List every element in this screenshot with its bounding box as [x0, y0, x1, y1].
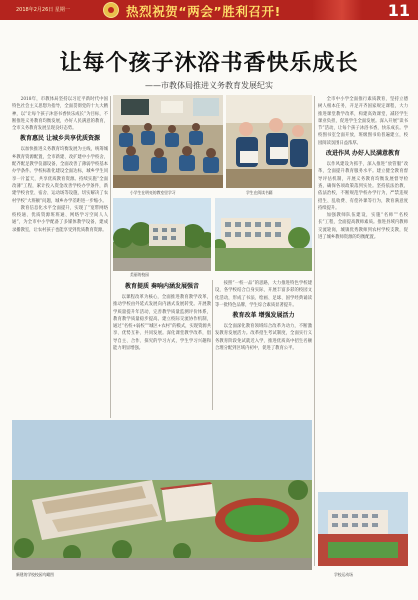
campus-photo	[113, 198, 211, 271]
playground-photo	[318, 492, 408, 566]
school-building-photo	[215, 198, 312, 271]
classroom-caption: 小学生在明亮的教室里学习	[130, 190, 176, 195]
section-2-paragraph: 以课程改革为核心，全面推进教育教学改革，推动学校由外延式发展向内涵式发展转变。开展教学质量提升年活动，完善教学质量监测评价体系，教育教学质量稳步提高。建立校际交流协作机制，通过“名校+弱校”“城区+农村”的模式，实现资源共享、优势互补、共同发展。深化课堂教学改革，倡导自主、合作、探究的学习方式，学生学习兴趣和能力明显增强。	[113, 295, 211, 352]
article-headline: 让每个孩子沐浴书香快乐成长	[59, 50, 359, 76]
campus-caption: 美丽的校园	[130, 272, 149, 277]
section-1-paragraph: 以加快推进义务教育均衡发展为主线，统筹城乡教育资源配置，全市新建、改扩建中小学校舍，配齐配足教学仪器设备，全面改善了薄弱学校基本办学条件。学校标准化建设全面达标，城乡学生同享一片蓝天，共享优质教育资源。持续实施“全面改薄”工程，累计投入资金改善学校办学条件，新建学校食堂、宿舍、运动场等设施，切实解决了农村学校“大班额”问题，城乡办学差距进一步缩小。	[12, 147, 108, 204]
section-title-3: 教育改革 增强发展活力	[232, 312, 295, 320]
section-3-paragraph: 以全面深化教育领域综合改革为动力，不断激发教育发展活力。改革招生考试制度，全面实行义务教育阶段免试就近入学，推进优质高中招生名额合理分配到区域内初中，促进了教育公平。	[215, 324, 312, 352]
section-title-4: 改进作风 办好人民满意教育	[325, 150, 401, 158]
column-3-paragraph: 按照“一校一品”的思路，大力推进特色学校建设，各学校结合自身实际，开展丰富多彩的校园文化活动，形成了书法、绘画、足球、国学经典诵读等一批特色品牌，学生综合素质显著提升。	[215, 281, 312, 308]
page-banner	[0, 0, 418, 20]
classroom-photo	[113, 95, 223, 188]
students-reading-photo	[226, 95, 312, 188]
banner-slogan: 热烈祝贺“两会”胜利召开!	[126, 4, 281, 19]
intro-paragraph: 2018年，市教体局坚持以习近平新时代中国特色社会主义思想为指导，全面贯彻党的十九大精神，以“让每个孩子沐浴书香快乐成长”为目标，不断推进义务教育均衡发展，办好人民满意的教育，全市义务教育发展呈现良好态势。	[12, 97, 108, 132]
page-number: 11	[387, 1, 410, 20]
section-4-paragraph: 以作风建设为抓手，深入推进“放管服”改革，全面提升教育服务水平。建立健全教育督导评估机制，开展义务教育均衡发展督导检查，确保各项政策落到实处。坚持依法治教、依法治校，不断规范学校办学行为，严禁违规招生、乱收费、有偿补课等行为，教育满意度持续提升。	[318, 162, 408, 211]
article-column-1	[12, 96, 108, 420]
aerial-campus-photo	[12, 420, 312, 570]
article-subheadline: ——市教体局推进义务教育发展纪实	[145, 81, 273, 90]
aerial-caption: 新建的学校校园鸟瞰图	[16, 572, 54, 577]
flag-decoration	[312, 0, 362, 20]
party-emblem-icon	[103, 2, 119, 18]
students-reading-caption: 学生在阅读书籍	[246, 190, 273, 195]
article-column-3	[215, 280, 312, 412]
column-divider	[314, 96, 315, 566]
issue-date: 2018年2月26日 星期一	[16, 7, 70, 13]
section-1-paragraph-2: 教育信息化水平全面提升，实现了“宽带网络校校通、优质资源班班通、网络学习空间人人通”，为全市中小学配备了多媒体教学设备，建成录播教室，让农村孩子也能享受到优质教育资源。	[12, 205, 108, 233]
article-column-2	[113, 280, 211, 412]
playground-caption: 学校运动场	[334, 572, 353, 577]
column-4-paragraph: 全市中小学全面推行素质教育，坚持立德树人根本任务，开足开齐国家规定课程，大力推进课堂教学改革，构建高效课堂，减轻学生课业负担，促进学生全面发展。深入开展“读书节”活动，让每个孩子沐浴书香，快乐成长。学校图书室全面开放，班级图书角普遍建立，校园阅读氛围日益浓厚。	[318, 97, 408, 146]
column-divider	[110, 96, 111, 418]
section-4-paragraph-2: 加强教师队伍建设，实施“名师”“名校长”工程，全面提高教师素质。推进县域内教师交流轮岗，城镇优秀教师到农村学校支教，促进了城乡教师资源的均衡配置。	[318, 213, 408, 241]
section-title-1: 教育惠民 让城乡共享优质资源	[19, 135, 101, 143]
column-divider	[212, 280, 213, 410]
article-column-4	[318, 96, 408, 488]
section-title-2: 教育提质 奏响内涵发展强音	[124, 283, 200, 290]
